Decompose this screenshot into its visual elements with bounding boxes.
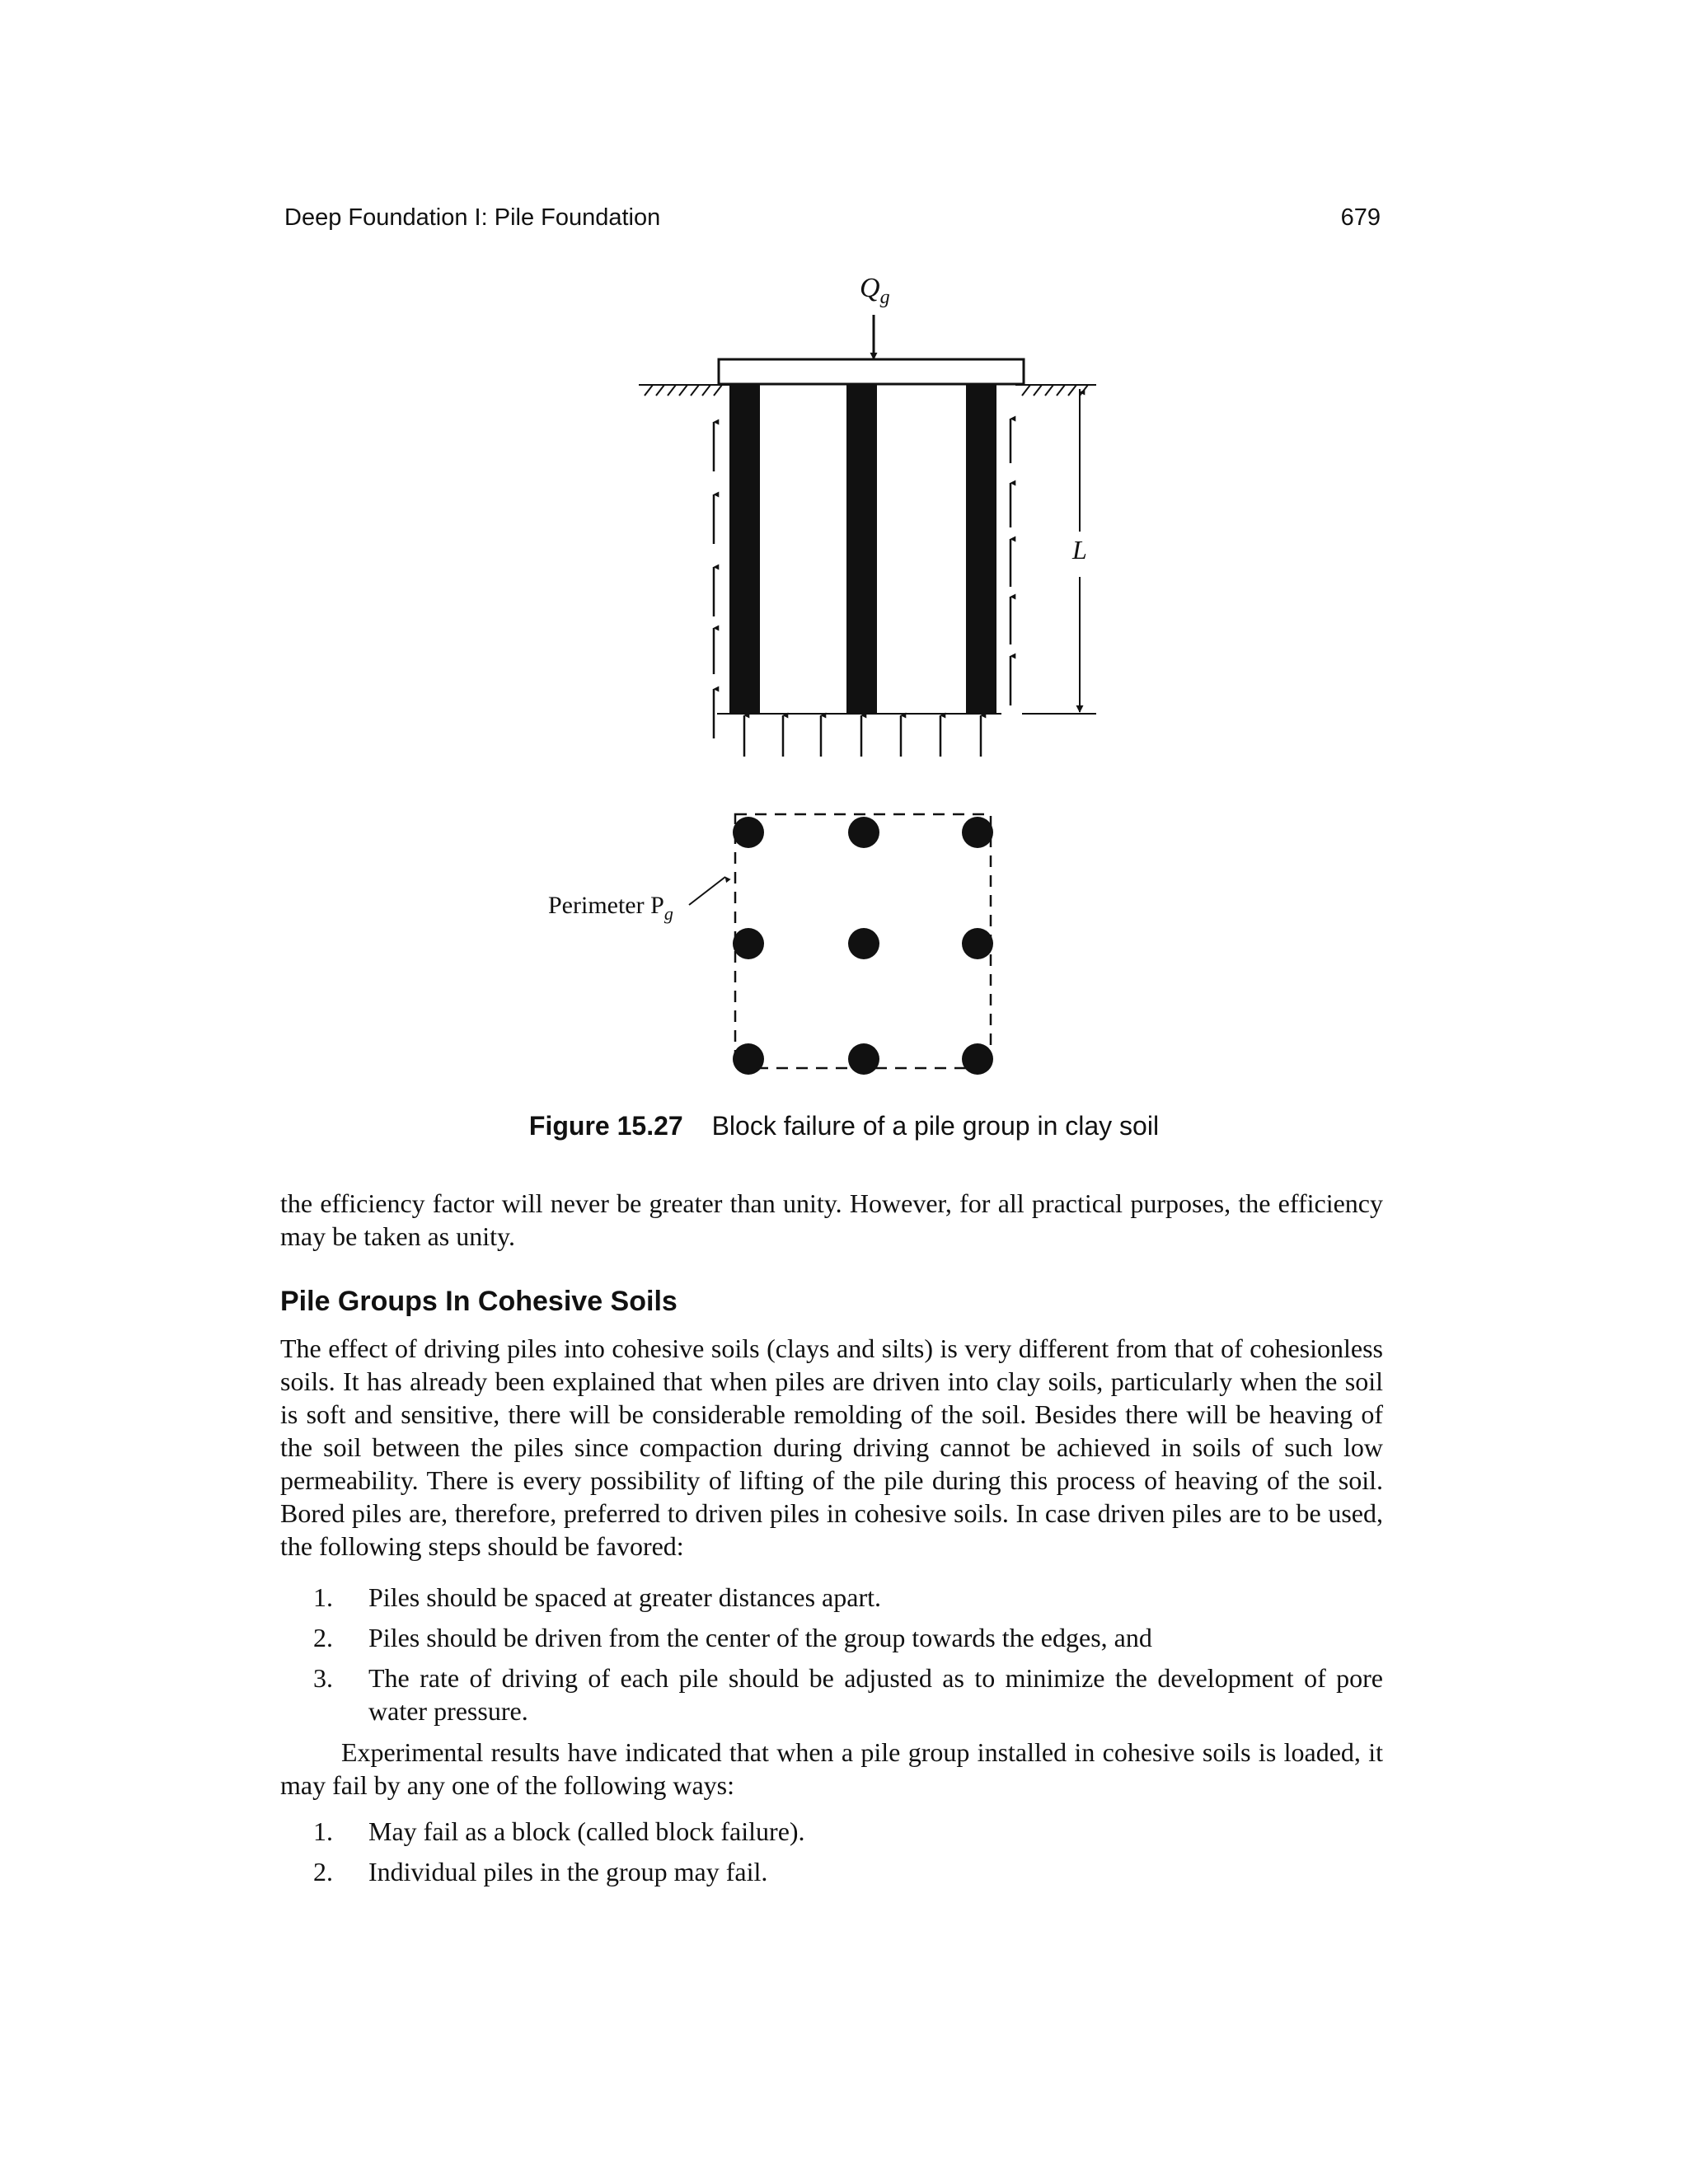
base-bearing-arrows <box>744 715 981 757</box>
list-item: 2. Piles should be driven from the center of the group towards the edges, and <box>313 1623 1152 1652</box>
plan-view-piles <box>733 817 993 1075</box>
pile-cap <box>719 359 1024 384</box>
running-title: Deep Foundation I: Pile Foundation <box>284 204 661 231</box>
figure-number: Figure 15.27 <box>528 1111 683 1141</box>
perimeter-label: Perimeter $P_g$ <box>548 892 673 924</box>
pile-left <box>729 384 760 714</box>
intro-paragraph: the efficiency factor will never be greater than unity. However, for all practical purposes, the efficiency may be taken as unity. <box>280 1188 1383 1251</box>
cohesive-soils-paragraph: The effect of driving piles into cohesive soils (clays and silts) is very different from that of cohesionless soils. It has already been explained that when piles are driven into clay soils, particularly when the soil is soft and sensitive, there will be considerable remolding of the soil. Besides there will be heaving of the soil between the piles since compaction during driving cannot be achieved in soils of such low permeability. There is every possibility of lifting of the pile during this process of heaving of the soil. Bored piles are, therefore, preferred to driven piles in cohesive soils. In case driven piles are to be used, the following steps should be favored: <box>280 1333 1383 1561</box>
list-item: 1. May fail as a block (called block failure). <box>313 1816 805 1846</box>
page-number: 679 <box>1340 204 1381 231</box>
experimental-paragraph: Experimental results have indicated that when a pile group installed in cohesive soils is loaded, it may fail by any one of the following ways: <box>280 1737 1383 1800</box>
perimeter-leader-arrow <box>689 877 725 905</box>
list-item: 3. The rate of driving of each pile should be adjusted as to minimize the development of pore water pressure. <box>313 1663 1383 1726</box>
pile-middle <box>846 384 877 714</box>
figure-caption-text: Block failure of a pile group in clay soil <box>711 1111 1160 1141</box>
pile-right <box>966 384 996 714</box>
figure-caption <box>0 1111 1688 1141</box>
failure-modes-list <box>313 1815 1383 1896</box>
list-item: 2. Individual piles in the group may fail. <box>313 1857 768 1886</box>
list-item: 1. Piles should be spaced at greater distances apart. <box>313 1582 881 1612</box>
load-label: $Q_g$ <box>860 273 890 308</box>
length-label: L <box>1072 535 1087 565</box>
section-heading: Pile Groups In Cohesive Soils <box>280 1286 678 1317</box>
driving-steps-list <box>313 1581 1383 1735</box>
